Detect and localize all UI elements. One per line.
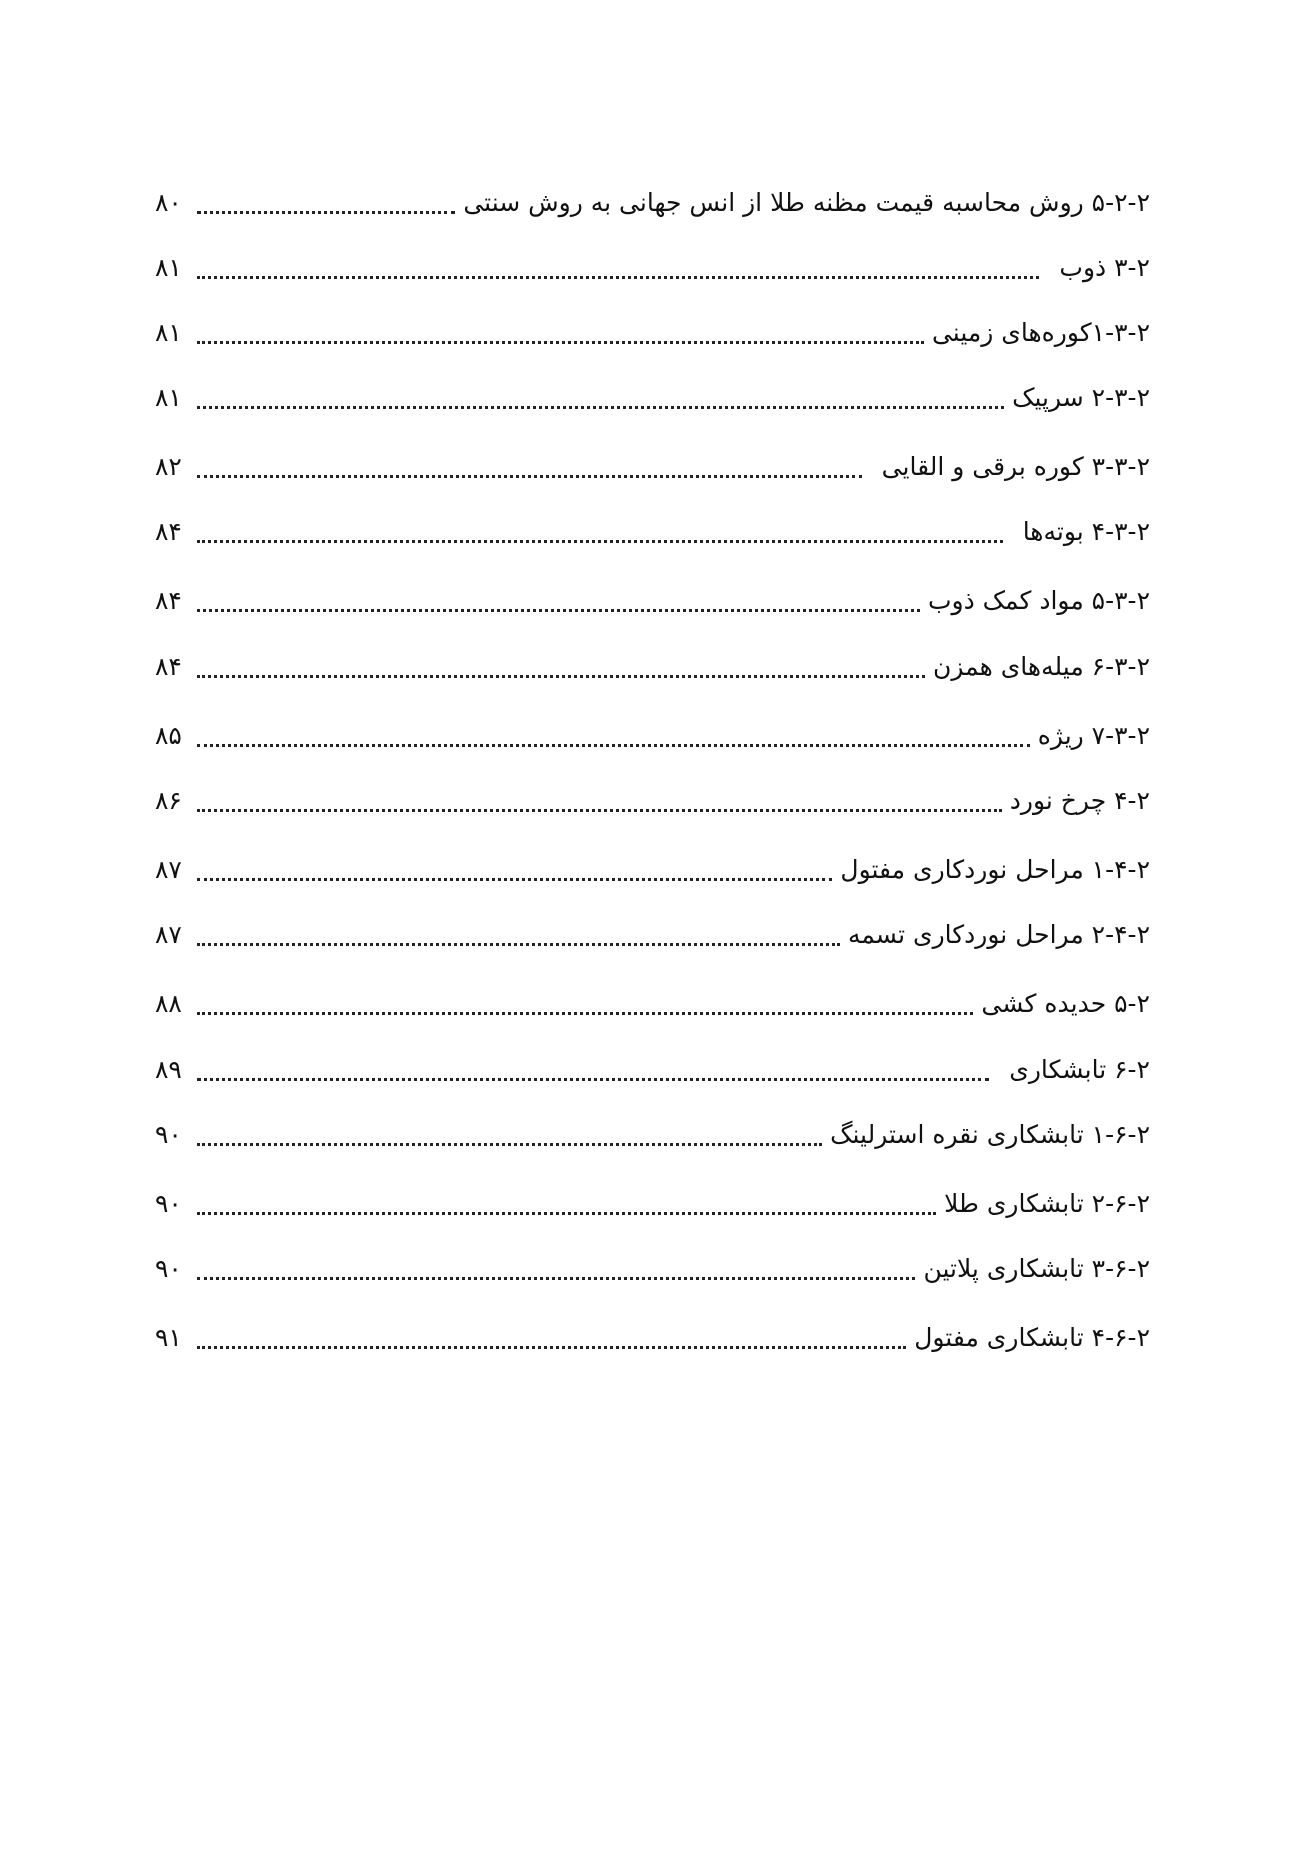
dot-leader	[193, 845, 834, 895]
toc-entry-page: ۸۴	[155, 652, 182, 681]
toc-entry	[155, 178, 1150, 228]
dot-leader	[193, 308, 926, 358]
dot-leader	[193, 576, 922, 626]
toc-entry-page: ۹۰	[155, 1189, 182, 1218]
dot-leader	[193, 642, 927, 692]
toc-entry-page: ۸۴	[155, 586, 182, 615]
dot-leader	[193, 507, 1017, 557]
dot-leader	[193, 979, 975, 1029]
toc-entry-page: ۹۰	[155, 1254, 182, 1283]
toc-entry-title: ۱-۳-۲کوره‌های زمینی	[931, 318, 1150, 347]
toc-entry-title: ۵-۲ حدیده کشی	[981, 989, 1150, 1018]
dot-leader	[193, 910, 842, 960]
dot-leader	[193, 442, 876, 492]
dot-leader	[193, 711, 1032, 761]
toc-entry	[155, 1244, 1150, 1294]
toc-entry	[155, 711, 1150, 761]
dot-leader	[193, 243, 1053, 293]
toc-entry-page: ۸۴	[155, 517, 182, 546]
toc-entry-page: ۸۱	[155, 318, 182, 347]
toc-entry	[155, 308, 1150, 358]
toc-entry-title: ۲-۴-۲ مراحل نوردکاری تسمه	[847, 920, 1150, 949]
toc-entry-page: ۸۲	[155, 452, 182, 481]
toc-entry-title: ۷-۳-۲ ریژه	[1037, 721, 1150, 750]
dot-leader	[193, 1179, 938, 1229]
toc-entry-page: ۸۷	[155, 855, 182, 884]
dot-leader	[193, 1110, 824, 1160]
toc-entry	[155, 1110, 1150, 1160]
toc-entry-title: ۱-۴-۲ مراحل نوردکاری مفتول	[840, 855, 1150, 884]
toc-entry	[155, 845, 1150, 895]
toc-entry	[155, 776, 1150, 826]
toc-entry	[155, 979, 1150, 1029]
toc-entry-page: ۸۶	[155, 786, 182, 815]
toc-entry-title: ۴-۳-۲ بوته‌ها	[1022, 517, 1150, 546]
toc-entry	[155, 243, 1150, 293]
toc-entry	[155, 442, 1150, 492]
toc-entry-title: ۲-۳-۲ سرپیک	[1012, 383, 1150, 412]
dot-leader	[193, 1313, 908, 1363]
dot-leader	[193, 1244, 917, 1294]
dot-leader	[193, 1045, 1003, 1095]
toc-entry-title: ۳-۲ ذوب	[1059, 253, 1150, 282]
toc-entry-page: ۹۱	[155, 1323, 182, 1352]
toc-entry-page: ۸۹	[155, 1055, 182, 1084]
toc-entry	[155, 507, 1150, 557]
dot-leader	[193, 178, 457, 228]
toc-entry-title: ۵-۲-۲ روش محاسبه قیمت مظنه طلا از انس جهانی به روش سنتی	[463, 188, 1150, 217]
toc-entry-page: ۸۵	[155, 721, 182, 750]
toc-entry-title: ۴-۶-۲ تابشکاری مفتول	[914, 1323, 1150, 1352]
toc-entry-page: ۹۰	[155, 1120, 182, 1149]
dot-leader	[193, 373, 1006, 423]
toc-entry-title: ۵-۳-۲ مواد کمک ذوب	[927, 586, 1150, 615]
toc-entry-title: ۳-۳-۲ کوره برقی و القایی	[881, 452, 1150, 481]
toc-entry	[155, 1045, 1150, 1095]
toc-entry	[155, 1313, 1150, 1363]
toc-entry	[155, 1179, 1150, 1229]
toc-entry	[155, 373, 1150, 423]
toc-entry	[155, 910, 1150, 960]
toc-entry-title: ۶-۲ تابشکاری	[1009, 1055, 1150, 1084]
toc-entry	[155, 642, 1150, 692]
dot-leader	[193, 776, 1004, 826]
toc-entry-page: ۸۱	[155, 253, 182, 282]
toc-entry	[155, 576, 1150, 626]
toc-entry-page: ۸۷	[155, 920, 182, 949]
toc-entry-title: ۶-۳-۲ میله‌های همزن	[933, 652, 1150, 681]
toc-entry-title: ۳-۶-۲ تابشکاری پلاتین	[923, 1254, 1150, 1283]
toc-entry-page: ۸۱	[155, 383, 182, 412]
toc-entry-title: ۲-۶-۲ تابشکاری طلا	[944, 1189, 1150, 1218]
toc-entry-page: ۸۸	[155, 989, 182, 1018]
toc-entry-page: ۸۰	[155, 188, 182, 217]
toc-entry-title: ۱-۶-۲ تابشکاری نقره استرلینگ	[830, 1120, 1150, 1149]
toc-entry-title: ۴-۲ چرخ نورد	[1009, 786, 1150, 815]
